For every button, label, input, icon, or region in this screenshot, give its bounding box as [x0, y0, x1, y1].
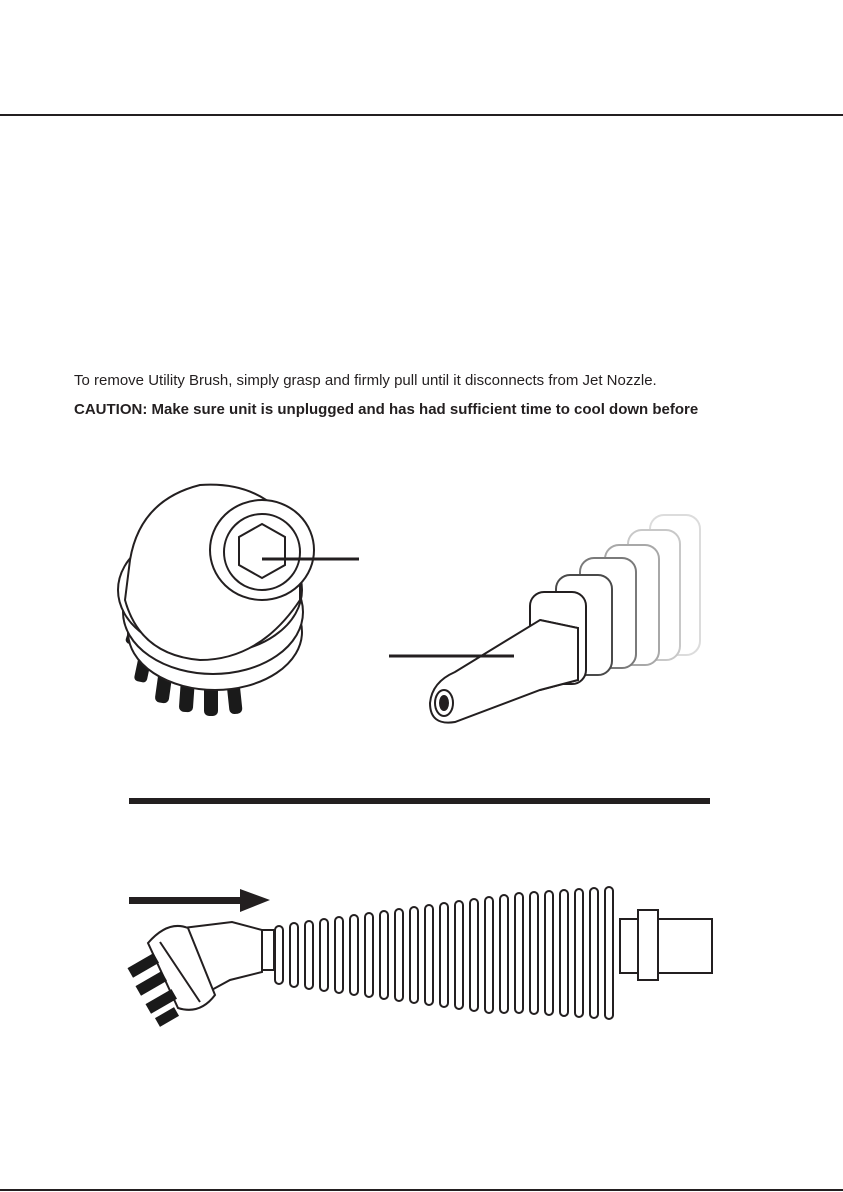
hose-ribs [275, 887, 613, 1019]
brush-socket [210, 500, 314, 600]
caution-text: CAUTION: Make sure unit is unplugged and has had sufficient time to cool down before [74, 401, 699, 418]
nozzle-tip [430, 620, 578, 723]
nozzle-bellows [530, 515, 700, 684]
header-rule [0, 114, 843, 116]
brush-bristles [125, 614, 243, 716]
assembly-bristles [128, 953, 180, 1027]
handle-connector [620, 910, 712, 980]
removal-instruction: To remove Utility Brush, simply grasp and firmly pull until it disconnects from Jet Nozzle. [74, 372, 657, 389]
brush-head [148, 922, 274, 1010]
footer-rule [0, 1189, 843, 1191]
direction-arrow-icon [129, 889, 270, 912]
